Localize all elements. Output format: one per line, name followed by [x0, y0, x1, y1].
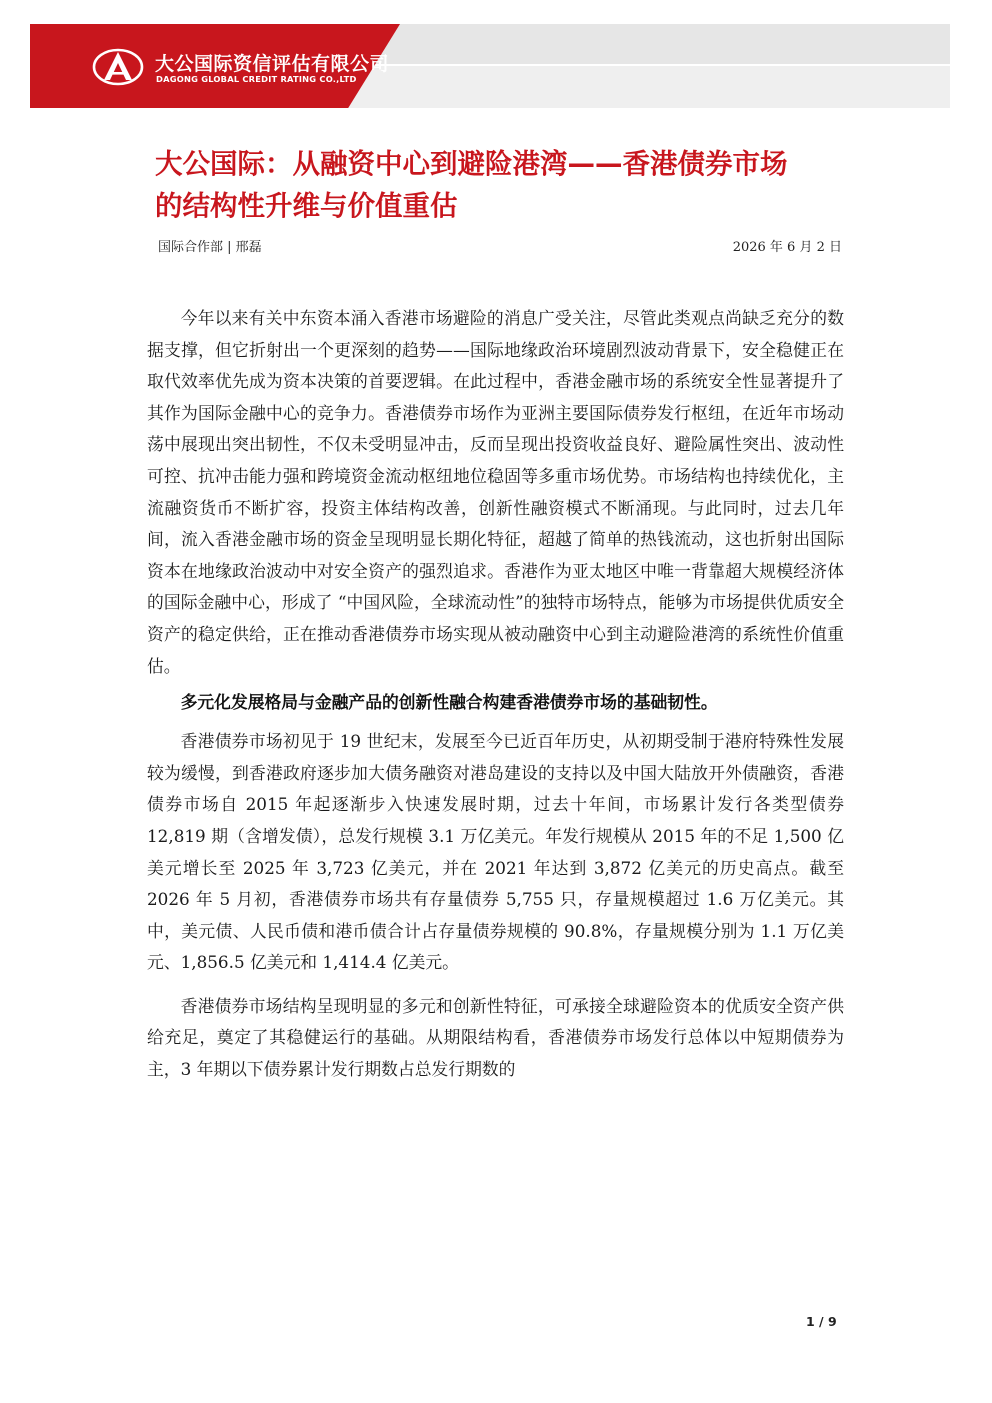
company-name-cn: 大公国际资信评估有限公司 — [155, 53, 390, 75]
dagong-emblem-icon — [92, 47, 144, 87]
article-body — [147, 303, 844, 1086]
section-heading: 多元化发展格局与金融产品的创新性融合构建香港债券市场的基础韧性。 — [180, 692, 718, 713]
header-banner-gray-top — [360, 24, 950, 64]
body-paragraph-2: 香港债券市场结构呈现明显的多元和创新性特征，可承接全球避险资本的优质安全资产供给充足，奠定了其稳健运行的基础。从期限结构看，香港债券市场发行总体以中短期债券为主，3 年期以下债券累计发行期数占总发行期数的 — [147, 995, 844, 1080]
page-number: 1 / 9 — [806, 1314, 837, 1329]
company-name-en: DAGONG GLOBAL CREDIT RATING CO.,LTD — [156, 74, 357, 84]
article-meta — [158, 236, 842, 255]
body-paragraph-1: 香港债券市场初见于 19 世纪末，发展至今已近百年历史，从初期受制于港府特殊性发展较为缓慢，到香港政府逐步加大债务融资对港岛建设的支持以及中国大陆放开外债融资，香港债券市场自 2015 年起逐渐步入快速发展时期，过去十年间，市场累计发行各类型债券 12,819 期（含增发债），总发行规模 3.1 万亿美元。年发行规模从 2015 年的不足 1,500 亿美元增长至 2025 年 3,723 亿美元，并在 2021 年达到 3,872 亿美元的历史高点。截至 2026 年 5 月初，香港债券市场共有存量债券 5,755 只，存量规模超过 1.6 万亿美元。其中，美元债、人民币债和港币债合计占存量债券规模的 90.8%，存量规模分别为 1.1 万亿美元、1,856.5 亿美元和 1,414.4 亿美元。 — [147, 731, 844, 973]
page-title-line-2: 的结构性升维与价值重估 — [155, 190, 458, 222]
intro-paragraph: 今年以来有关中东资本涌入香港市场避险的消息广受关注，尽管此类观点尚缺乏充分的数据支撑，但它折射出一个更深刻的趋势——国际地缘政治环境剧烈波动背景下，安全稳健正在取代效率优先成为资本决策的首要逻辑。在此过程中，香港金融市场的系统安全性显著提升了其作为国际金融中心的竞争力。香港债券市场作为亚洲主要国际债券发行枢纽，在近年市场动荡中展现出突出韧性，不仅未受明显冲击，反而呈现出投资收益良好、避险属性突出、波动性可控、抗冲击能力强和跨境资金流动枢纽地位稳固等多重市场优势。市场结构也持续优化，主流融资货币不断扩容，投资主体结构改善，创新性融资模式不断涌现。与此同时，过去几年间，流入香港金融市场的资金呈现明显长期化特征，超越了简单的热钱流动，这也折射出国际资本在地缘政治波动中对安全资产的强烈追求。香港作为亚太地区中唯一背靠超大规模经济体的国际金融中心，形成了 “中国风险，全球流动性”的独特市场特点，能够为市场提供优质安全资产的稳定供给，正在推动香港债券市场实现从被动融资中心到主动避险港湾的系统性价值重估。 — [147, 308, 844, 676]
author-line: 国际合作部 | 邢磊 — [158, 240, 262, 255]
publish-date: 2026 年 6 月 2 日 — [732, 240, 842, 255]
page-title-line-1: 大公国际：从融资中心到避险港湾——香港债券市场 — [155, 148, 788, 180]
header-banner-gray-bottom — [330, 66, 950, 108]
page-title — [155, 143, 855, 227]
